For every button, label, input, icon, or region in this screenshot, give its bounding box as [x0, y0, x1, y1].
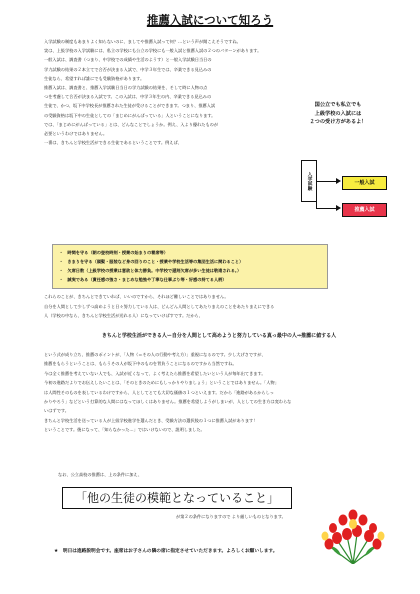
condition-item: ・ きまりを守る（頭髪・服装など身の回りのこと・授業や学校生活等の集団生活に関わること）	[59, 259, 244, 264]
text-line: いはずです。	[44, 408, 69, 414]
arrowhead-icon	[336, 178, 341, 184]
text-line: 自分を人間として少しずつ高めようと日々努力している人は、どんどん人間としてあたりまえのことをあたりまえにできる	[44, 303, 275, 309]
quote-box: 「他の生徒の模範となっていること」	[62, 487, 292, 509]
side-heading-line: 上級学校の入試には	[314, 110, 362, 117]
text-line: かりやろう」などという打算的な人間にはなってほしくはありません。推薦を希望しようがしまいが、人としての生き方は変わらな	[44, 399, 292, 404]
text-line: は人間性そのものを表しているわけですから、人としてとても大切な価値の１つといえます。だから「進路があるからしっ	[44, 389, 274, 395]
side-heading-line: 国公立でも私立でも	[314, 102, 362, 108]
text-line: 推薦をもらうということは、もらうその人が坂下中のものを背負うことになるのですから当然ですね。	[44, 361, 237, 367]
text-line: 今初の進路だよりでお伝えしたいことは、「そのときのためにもしっかりやりましょう」ということではありません。「人物」	[44, 380, 279, 386]
text-line: 今は全く推薦を考えていない人でも、入試が近くなって、よく考えたら推薦を希望したいという人が毎年出てきます。	[44, 370, 266, 376]
text-line: 生徒なら、希望すれば誰にでも受験資格があります。	[44, 75, 145, 81]
footer-notice: ★ 明日は進路説明会です。座席はお子さんの隣の席に指定させていただきます。よろしくお願いします。	[54, 549, 278, 554]
exam-box: 入学試験	[301, 160, 317, 202]
text-line: 一番は、きちんと学校生活ができる生徒であるということです。例えば、	[44, 140, 182, 146]
flowers-image	[317, 506, 389, 564]
text-line: の受験資格は坂下中の生徒としての「まじめにがんばっている」人ということになります。	[44, 112, 216, 118]
arrow-line	[316, 181, 336, 182]
note-line	[58, 471, 142, 479]
text-line: 学力試験の結果の２本立てで合否が決まる入試で、中学３年生では、卒業できる見込みの	[44, 66, 212, 72]
text-line: ということです。後になって、「知らなかった…」ではいけないので、説明しました。	[44, 427, 205, 433]
text-line: きちんと学校生活を送っている人が上級学校進学を選んだとき、受験方法の選択肢の１つに推薦入試があります！	[44, 417, 258, 423]
side-heading-line: ２つの受け方があるよ！	[309, 119, 367, 126]
arrowhead-icon	[336, 205, 341, 211]
arrow-line	[316, 208, 336, 209]
arrow-general	[316, 181, 317, 208]
key-formula: きちんと学校生活ができる人ー自分を人間として高めようと努力している真っ最中の人⇒推薦に値する人	[101, 333, 337, 339]
text-line: 一般入試は、調査書（つまり、中学校での成績や生活のようす）と一般入学試験日当日の	[44, 57, 212, 63]
text-line: という式が成り立ち、推薦のポイントが、「人物（＝その人の行動や考え方）」重視になるのです。少し大げさですが、	[44, 352, 266, 357]
recommend-exam-label: 推薦入試	[342, 203, 387, 217]
general-exam-label: 一般入試	[342, 176, 387, 190]
side-heading	[286, 101, 390, 127]
text-line: つを考慮して合否が決まる入試です。この入試は、中学３年生の内、卒業できる見込みの	[44, 94, 212, 100]
text-line: これらのことが、きちんとできていれば、いいのですから、それほど難しいことではありません。	[44, 294, 229, 299]
page-title: 推薦入試について知ろう	[146, 13, 274, 27]
condition-item: ・ 欠席日数（上級学校の授業は意欲と体力勝負。中学校で遅刻欠席が多い生徒は敬遠される。）	[59, 268, 242, 273]
conditions-box	[52, 244, 328, 289]
text-line: 入学試験の制度もあまりよく知らないのに、ましてや推薦入試って何？…という声が聞こえそうですね。	[44, 39, 241, 44]
condition-item: ・ 時間を守る（朝の登校時刻・授業の始まりの着席等）	[59, 250, 168, 255]
note-text: なお、公立高校の推薦は、上の条件に加え、	[58, 472, 143, 477]
text-line: 人（学校の中なら、きちんと学校生活が送れる人）になっていけばすです。だから、	[44, 313, 203, 319]
text-line: 推薦入試は、調査書と、推薦入学試験日当日の学力試験の結果を、そして時に人物の点	[44, 85, 208, 90]
text-line: 実は、上級学校の入学試験には、私立の学校にも公立の学校にも一般入試と推薦入試の２つのパターンがあります。	[44, 48, 262, 54]
condition-item: ・ 誠実である（責任感の強さ・まじめな勉強や丁寧な仕事ぶり等・好感の持てる人柄）	[59, 277, 227, 282]
text-line: 必要というわけではありません。	[44, 131, 108, 136]
text-line: 生徒で、かつ、坂下中学校長が推薦された生徒が受けることができます。つまり、推薦入試	[44, 103, 216, 109]
text-line: では、「まじめにがんばっている」とは、どんなことでしょうか。例え、入より優れたものが	[44, 121, 219, 127]
quote-after: が第２の条件になりますので より厳しいものとなります。	[176, 514, 286, 519]
